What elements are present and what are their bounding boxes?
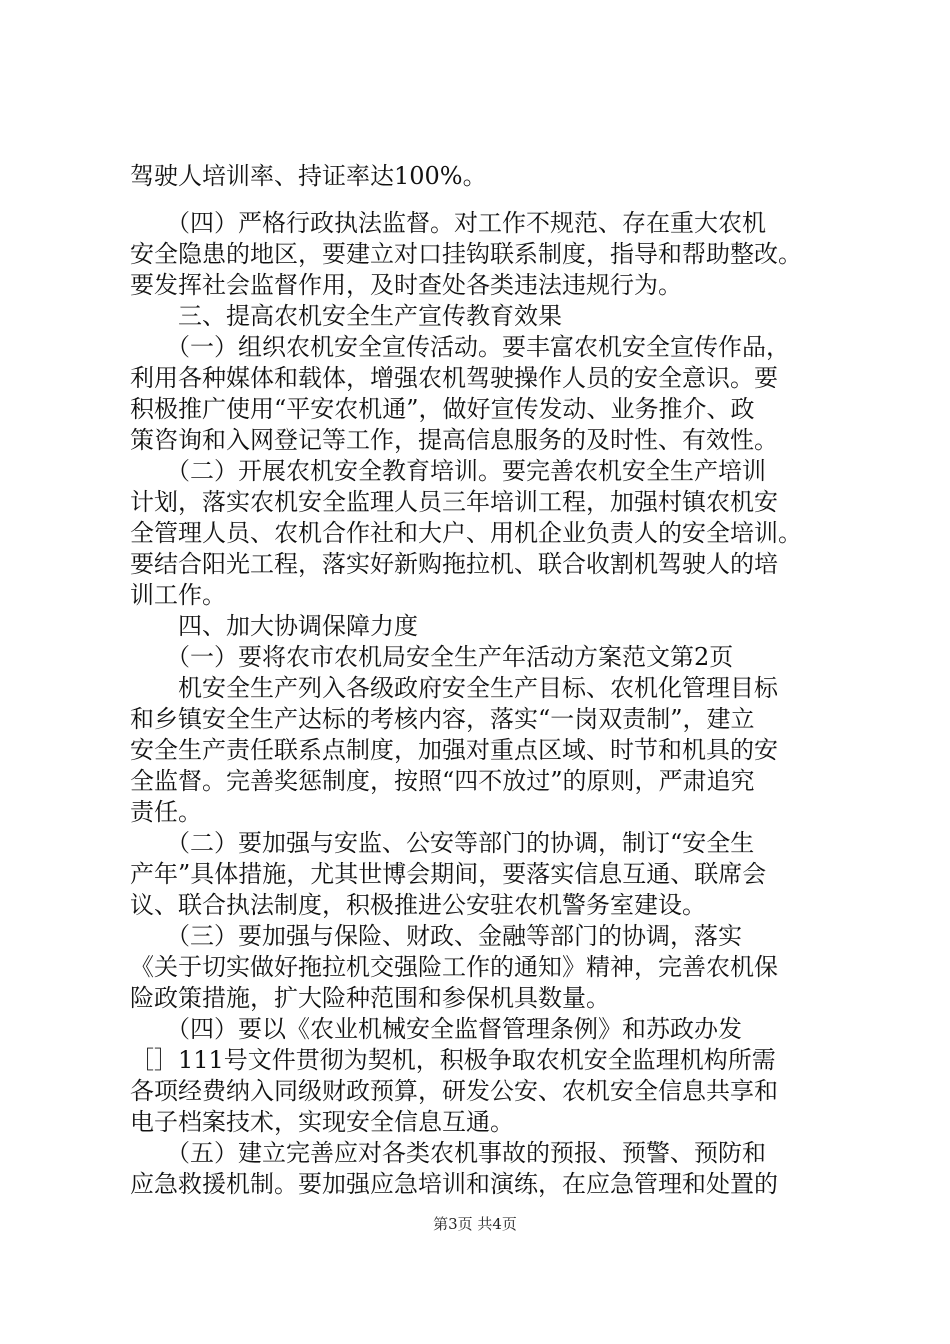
text-line: ［］111号文件贯彻为契机，积极争取农机安全监理机构所需 — [130, 1046, 776, 1074]
section-heading: 三、提高农机安全生产宣传教育效果 — [130, 302, 562, 330]
text-line: 险政策措施，扩大险种范围和参保机具数量。 — [130, 984, 610, 1012]
text-line: 训工作。 — [130, 581, 226, 609]
text-line: 产年”具体措施，尤其世博会期间，要落实信息互通、联席会 — [130, 860, 767, 888]
text-line: （三）要加强与保险、财政、金融等部门的协调，落实 — [130, 922, 742, 950]
text-line: 策咨询和入网登记等工作，提高信息服务的及时性、有效性。 — [130, 426, 778, 454]
text-line: 安全生产责任联系点制度，加强对重点区域、时节和机具的安 — [130, 736, 778, 764]
text-line: 要结合阳光工程，落实好新购拖拉机、联合收割机驾驶人的培 — [130, 550, 778, 578]
text-line: 机安全生产列入各级政府安全生产目标、农机化管理目标 — [130, 674, 778, 702]
text-line: （四）严格行政执法监督。对工作不规范、存在重大农机 — [130, 209, 766, 237]
section-heading: 四、加大协调保障力度 — [130, 612, 418, 640]
text-line: 利用各种媒体和载体，增强农机驾驶操作人员的安全意识。要 — [130, 364, 778, 392]
text-line: （一）组织农机安全宣传活动。要丰富农机安全宣传作品， — [130, 333, 790, 361]
text-line: 计划，落实农机安全监理人员三年培训工程，加强村镇农机安 — [130, 488, 778, 516]
text-line: （四）要以《农业机械安全监督管理条例》和苏政办发 — [130, 1015, 742, 1043]
text-line: 积极推广使用“平安农机通”，做好宣传发动、业务推介、政 — [130, 395, 755, 423]
text-line: 全管理人员、农机合作社和大户、用机企业负责人的安全培训。 — [130, 519, 802, 547]
text-line: 各项经费纳入同级财政预算，研发公安、农机安全信息共享和 — [130, 1077, 778, 1105]
text-line: 要发挥社会监督作用，及时查处各类违法违规行为。 — [130, 271, 682, 299]
text-line: （二）开展农机安全教育培训。要完善农机安全生产培训 — [130, 457, 766, 485]
text-line: （一）要将农市农机局安全生产年活动方案范文第2页 — [130, 643, 734, 671]
text-line: 安全隐患的地区，要建立对口挂钩联系制度，指导和帮助整改。 — [130, 240, 802, 268]
text-line: 全监督。完善奖惩制度，按照“四不放过”的原则，严肃追究 — [130, 767, 755, 795]
text-line: 责任。 — [130, 798, 202, 826]
text-line: 电子档案技术，实现安全信息互通。 — [130, 1108, 514, 1136]
text-line: 《关于切实做好拖拉机交强险工作的通知》精神，完善农机保 — [130, 953, 778, 981]
text-line: 议、联合执法制度，积极推进公安驻农机警务室建设。 — [130, 891, 706, 919]
text-line: 和乡镇安全生产达标的考核内容，落实“一岗双责制”，建立 — [130, 705, 755, 733]
text-line: 应急救援机制。要加强应急培训和演练，在应急管理和处置的 — [130, 1170, 778, 1198]
text-line: （五）建立完善应对各类农机事故的预报、预警、预防和 — [130, 1139, 766, 1167]
text-line: （二）要加强与安监、公安等部门的协调，制订“安全生 — [130, 829, 755, 857]
text-line: 驾驶人培训率、持证率达100%。 — [130, 162, 487, 190]
page-number-footer: 第3页 共4页 — [433, 1215, 517, 1233]
